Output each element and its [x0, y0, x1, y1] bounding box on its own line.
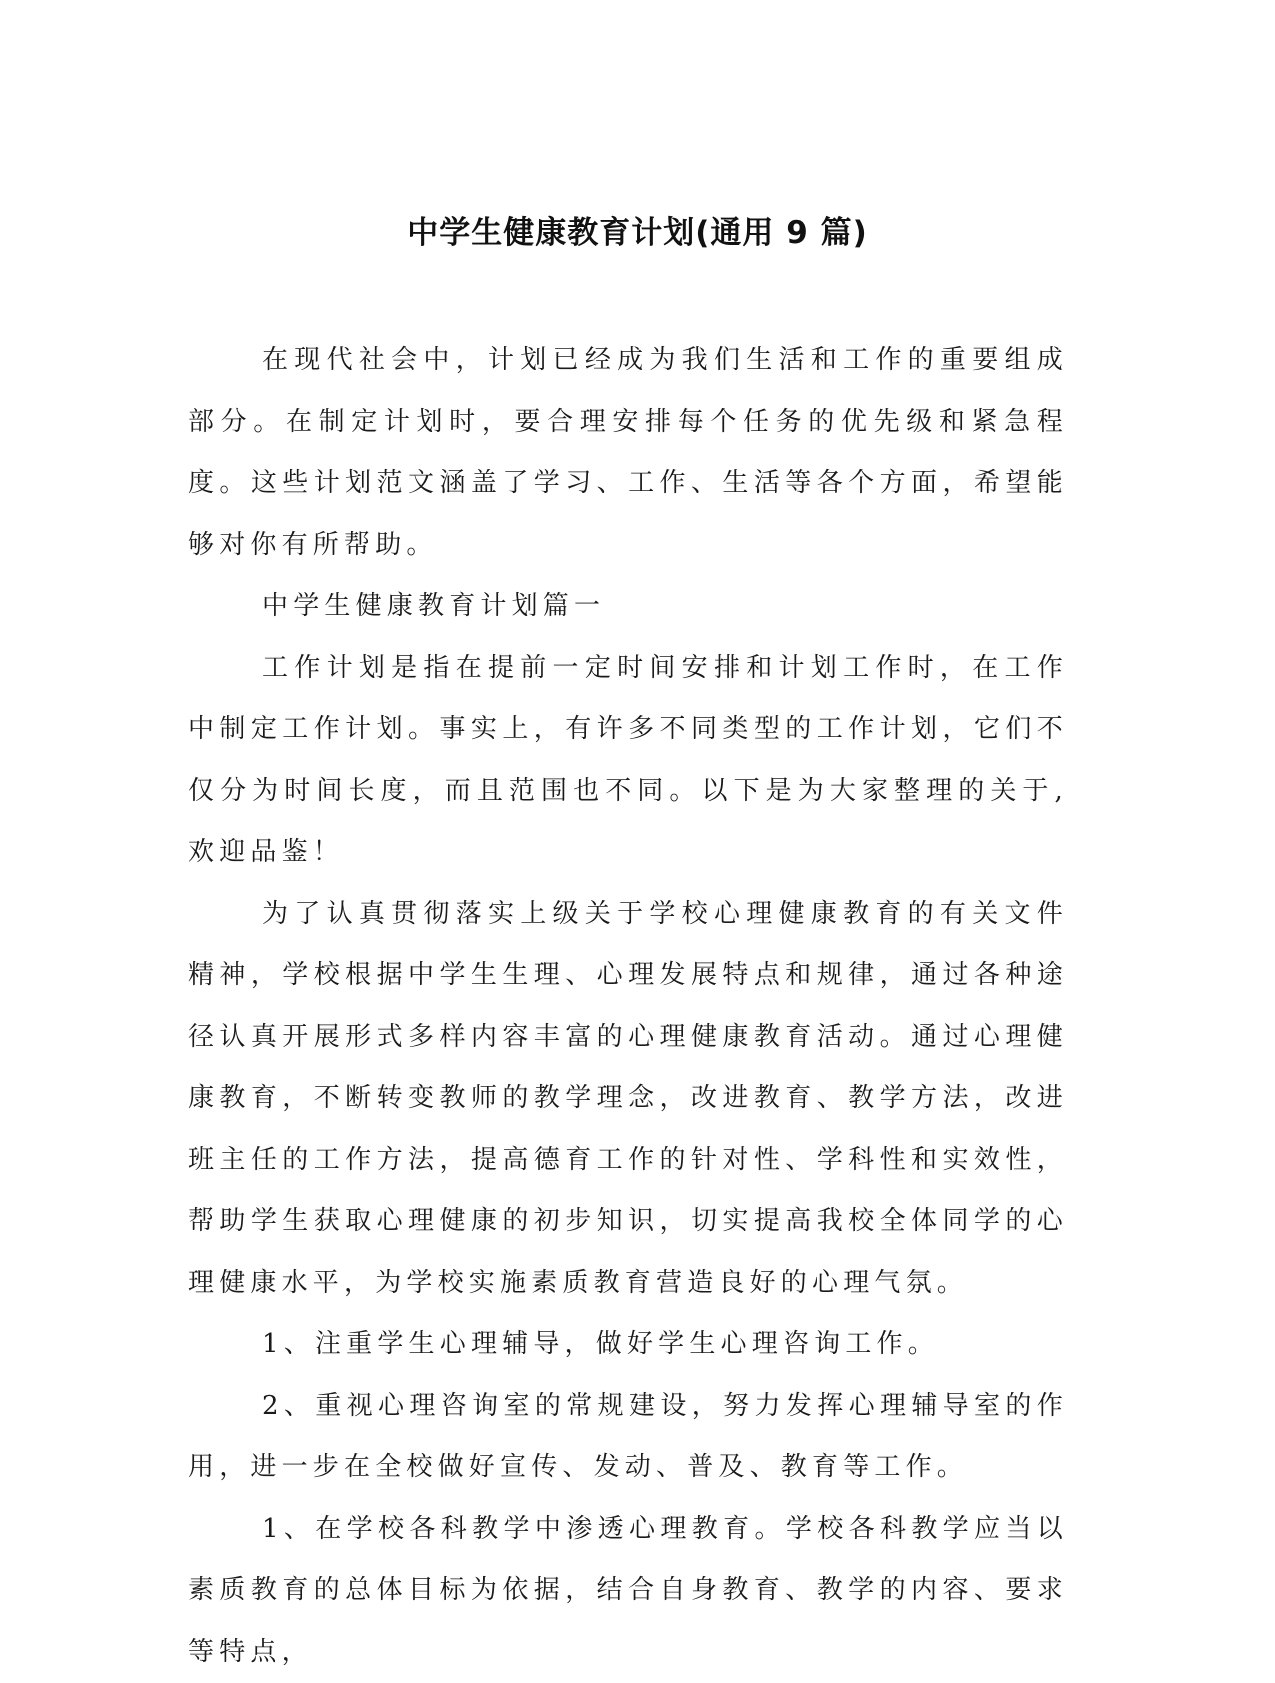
list-item-subject-teaching: 1、在学校各科教学中渗透心理教育。学校各科教学应当以素质教育的总体目标为依据，结合自身教育、教学的内容、要求等特点，: [188, 1499, 1068, 1683]
list-item-counseling-room: 2、重视心理咨询室的常规建设，努力发挥心理辅导室的作用，进一步在全校做好宣传、发动、普及、教育等工作。: [188, 1376, 1068, 1499]
document-body: [188, 330, 1068, 1683]
document-title: 中学生健康教育计划(通用 9 篇): [0, 213, 1275, 253]
list-item-counseling: 1、注重学生心理辅导，做好学生心理咨询工作。: [188, 1314, 1068, 1376]
paragraph-work-plan-definition: 工作计划是指在提前一定时间安排和计划工作时，在工作中制定工作计划。事实上，有许多不同类型的工作计划，它们不仅分为时间长度，而且范围也不同。以下是为大家整理的关于,欢迎品鉴！: [188, 638, 1068, 884]
paragraph-intro: 在现代社会中，计划已经成为我们生活和工作的重要组成部分。在制定计划时，要合理安排每个任务的优先级和紧急程度。这些计划范文涵盖了学习、工作、生活等各个方面，希望能够对你有所帮助。: [188, 330, 1068, 576]
paragraph-mental-health-goals: 为了认真贯彻落实上级关于学校心理健康教育的有关文件精神，学校根据中学生生理、心理发展特点和规律，通过各种途径认真开展形式多样内容丰富的心理健康教育活动。通过心理健康教育，不断转变教师的教学理念，改进教育、教学方法，改进班主任的工作方法，提高德育工作的针对性、学科性和实效性，帮助学生获取心理健康的初步知识，切实提高我校全体同学的心理健康水平，为学校实施素质教育营造良好的心理气氛。: [188, 884, 1068, 1315]
section-heading-part-one: 中学生健康教育计划篇一: [188, 576, 1068, 638]
